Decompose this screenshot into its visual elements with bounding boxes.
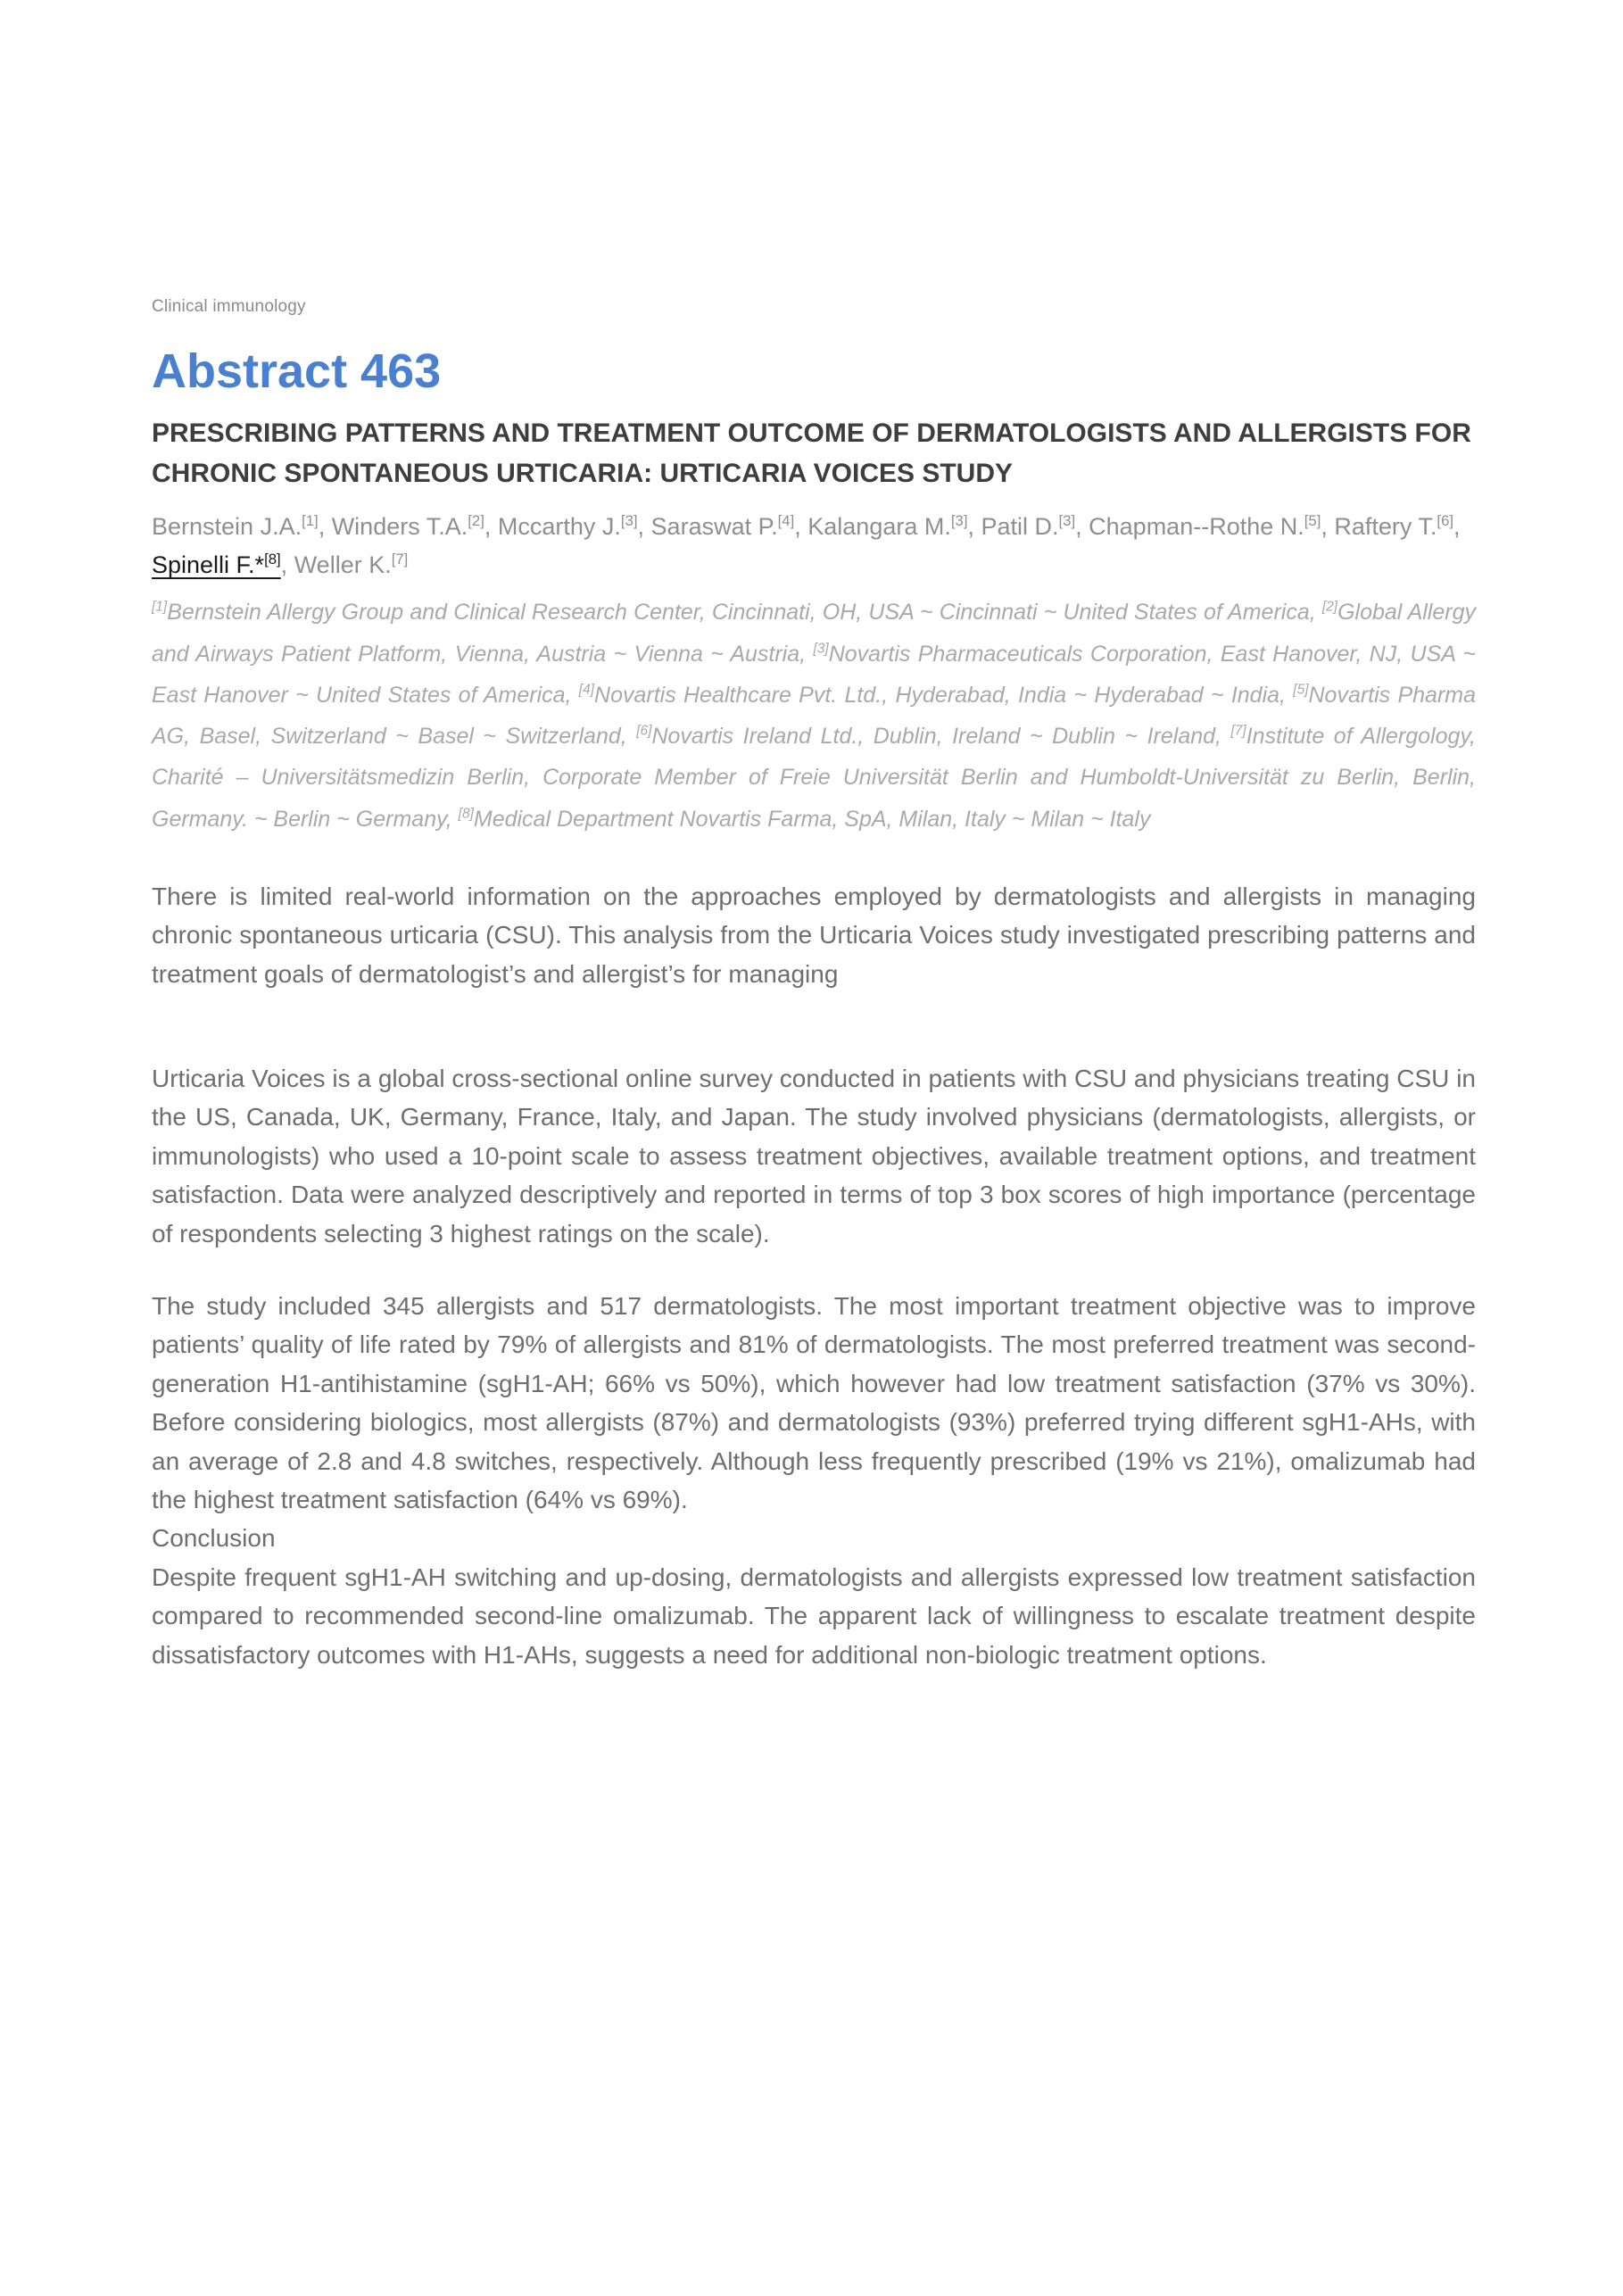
paper-title: PRESCRIBING PATTERNS AND TREATMENT OUTCOME OF DERMATOLOGISTS AND ALLERGISTS FOR CHRONIC SPONTANEOUS URTICARIA: URTICARIA VOICES STUDY <box>152 419 1471 488</box>
author-name: Raftery T.[6] <box>1334 512 1454 540</box>
affiliation-marker: [4] <box>578 682 595 698</box>
author-name: Mccarthy J.[3] <box>497 512 638 540</box>
author-affiliation-marker: [3] <box>950 512 968 529</box>
author-affiliation-marker: [3] <box>1058 512 1076 529</box>
affiliation-marker: [1] <box>152 600 168 616</box>
conclusion-heading: Conclusion <box>152 1524 276 1553</box>
author-name: Kalangara M.[3] <box>807 512 968 540</box>
author-presenting: Spinelli F.*[8] <box>152 551 281 579</box>
affiliation-marker: [3] <box>813 641 829 657</box>
author-name: Saraswat P.[4] <box>650 512 795 540</box>
author-name: Patil D.[3] <box>981 512 1076 540</box>
author-list: Bernstein J.A.[1], Winders T.A.[2], Mccarthy J.[3], Saraswat P.[4], Kalangara M.[3], Patil D.[3], Chapman--Rothe N.[5], Raftery T.[6], Spinelli F.*[8], Weller K.[7] <box>152 512 1461 579</box>
affiliation-marker: [6] <box>636 723 652 739</box>
author-affiliation-marker: [4] <box>777 512 795 529</box>
author-name: Chapman--Rothe N.[5] <box>1089 512 1321 540</box>
category-label: Clinical immunology <box>152 297 306 316</box>
affiliation-marker: [7] <box>1230 723 1246 739</box>
author-name: Bernstein J.A.[1] <box>152 512 319 540</box>
affiliation-marker: [5] <box>1293 682 1309 698</box>
author-affiliation-marker: [2] <box>468 512 484 529</box>
affiliation-marker: [2] <box>1321 600 1338 616</box>
author-affiliation-marker: [3] <box>620 512 638 529</box>
paragraph-results: The study included 345 allergists and 517 dermatologists. The most important treatment objective was to improve patients’ quality of life rated by 79% of allergists and 81% of dermatologists. The most preferred treatment was second-generation H1-antihistamine (sgH1-AH; 66% vs 50%), which however had low treatment satisfaction (37% vs 30%). Before considering biologics, most allergists (87%) and dermatologists (93%) preferred trying different sgH1-AHs, with an average of 2.8 and 4.8 switches, respectively. Although less frequently prescribed (19% vs 21%), omalizumab had the highest treatment satisfaction (64% vs 69%). <box>152 1292 1476 1513</box>
author-affiliation-marker: [5] <box>1304 512 1321 529</box>
affiliation-list: [1]Bernstein Allergy Group and Clinical Research Center, Cincinnati, OH, USA ~ Cincinnati ~ United States of America, [2]Global Allergy and Airways Patient Platform, Vienna, Austria ~ Vienna ~ Austria, [3]Novartis Pharmaceuticals Corporation, East Hanover, NJ, USA ~ East Hanover ~ United States of America, [4]Novartis Healthcare Pvt. Ltd., Hyderabad, India ~ Hyderabad ~ India, [5]Novartis Pharma AG, Basel, Switzerland ~ Basel ~ Switzerland, [6]Novartis Ireland Ltd., Dublin, Ireland ~ Dublin ~ Ireland, [7]Institute of Allergology, Charité – Universitätsmedizin Berlin, Corporate Member of Freie Universität Berlin and Humboldt-Universität zu Berlin, Berlin, Germany. ~ Berlin ~ Germany, [8]Medical Department Novartis Farma, SpA, Milan, Italy ~ Milan ~ Italy <box>152 600 1477 832</box>
paragraph-conclusion: Despite frequent sgH1-AH switching and up-dosing, dermatologists and allergists expressed low treatment satisfaction compared to recommended second-line omalizumab. The apparent lack of willingness to escalate treatment despite dissatisfactory outcomes with H1-AHs, suggests a need for additional non-biologic treatment options. <box>152 1562 1476 1669</box>
author-name: Winders T.A.[2] <box>331 512 484 540</box>
abstract-content <box>152 297 1476 1674</box>
paragraph-methods: Urticaria Voices is a global cross-sectional online survey conducted in patients with CSU and physicians treating CSU in the US, Canada, UK, Germany, France, Italy, and Japan. The study involved physicians (dermatologists, allergists, or immunologists) who used a 10-point scale to assess treatment objectives, available treatment options, and treatment satisfaction. Data were analyzed descriptively and reported in terms of top 3 box scores of high importance (percentage of respondents selecting 3 highest ratings on the scale). <box>152 1065 1476 1247</box>
author-affiliation-marker: [6] <box>1437 512 1454 529</box>
author-affiliation-marker: [8] <box>264 551 281 568</box>
author-affiliation-marker: [1] <box>302 512 319 529</box>
affiliation-marker: [8] <box>458 806 474 822</box>
paragraph-background: There is limited real-world information on the approaches employed by dermatologists and allergists in managing chronic spontaneous urticaria (CSU). This analysis from the Urticaria Voices study investigated prescribing patterns and treatment goals of dermatologist’s and allergist’s for managing <box>152 882 1476 988</box>
abstract-number-heading: Abstract 463 <box>152 344 442 398</box>
author-affiliation-marker: [7] <box>391 551 409 568</box>
author-name: Weller K.[7] <box>294 551 409 579</box>
